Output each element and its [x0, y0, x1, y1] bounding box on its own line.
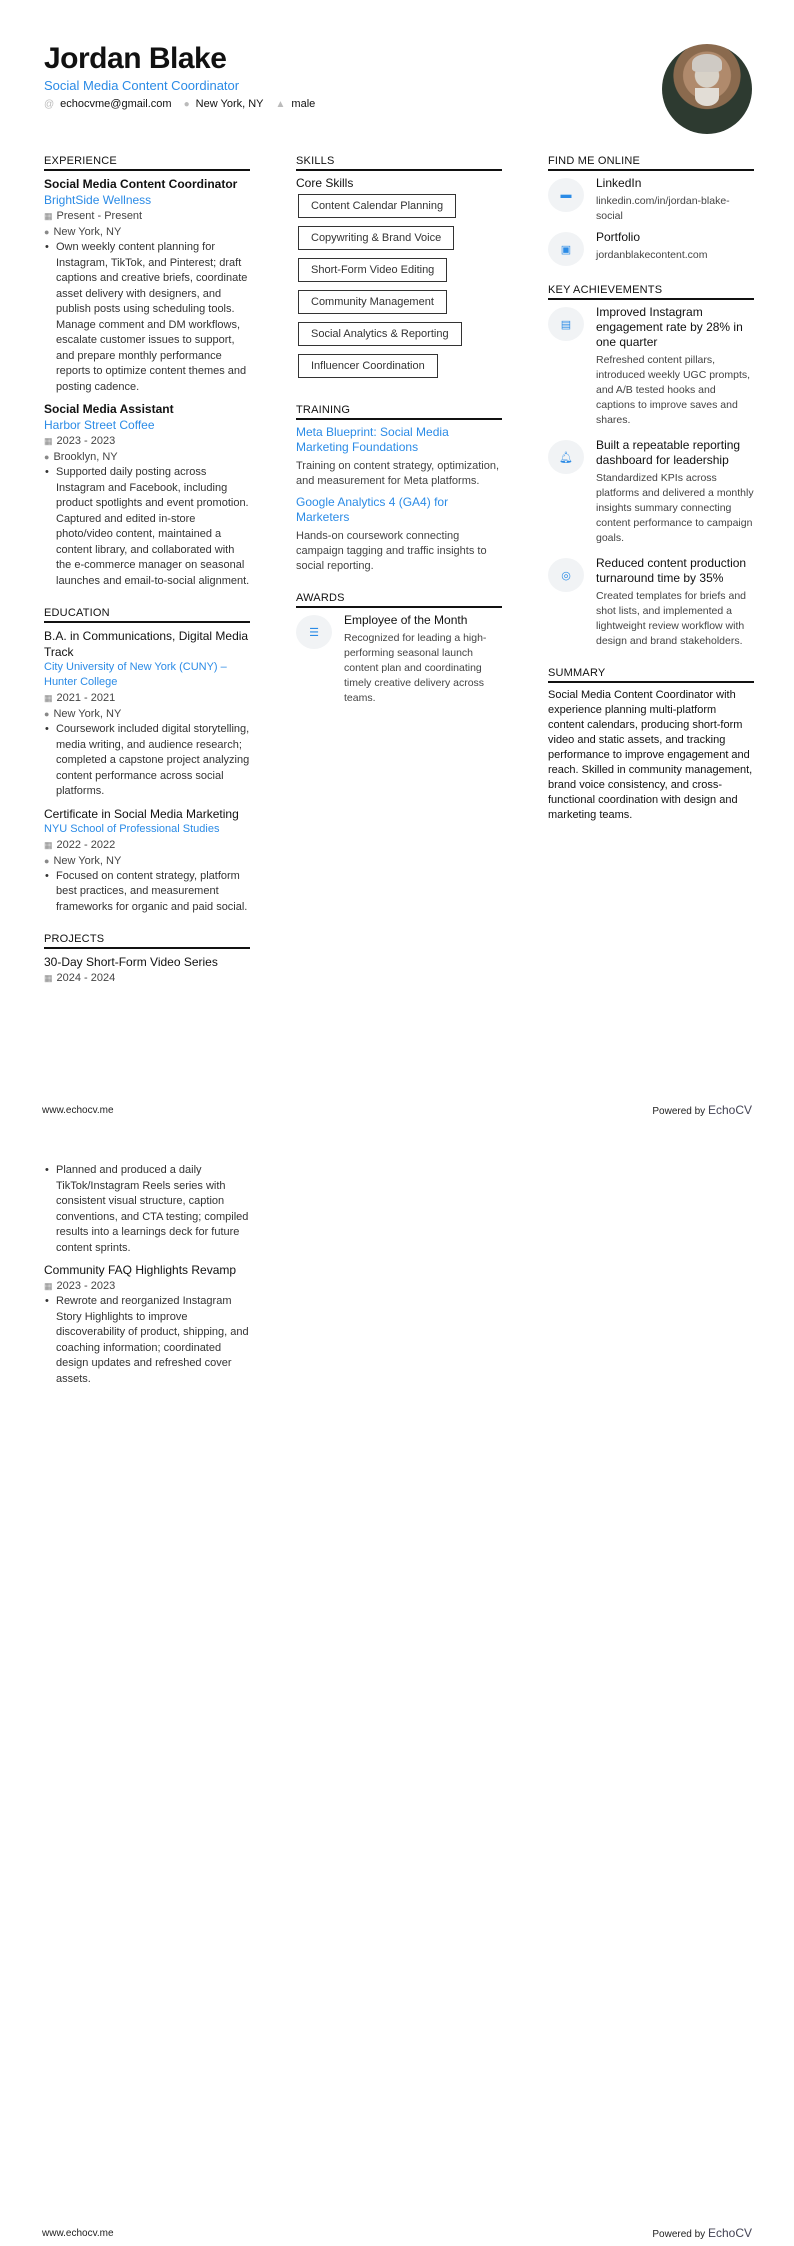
dates: 2024 - 2024 — [56, 972, 116, 984]
bullet: • Own weekly content planning for Instagram, TikTok, and Pinterest; draft captions and creative briefs, coordinate asset delivery with designers, and publish posts using scheduling tools. Manage comment and DM workflows, escalate customer issues to support, and prepare monthly performance reports to optimize content themes and posting cadence. — [44, 240, 250, 395]
section-heading: EXPERIENCE — [44, 155, 250, 171]
person-icon: ▲ — [275, 99, 286, 110]
contact-info — [44, 98, 315, 110]
email[interactable]: echocvme@gmail.com — [60, 98, 172, 110]
skill-chip: Short-Form Video Editing — [298, 258, 447, 282]
profile-photo — [662, 44, 752, 134]
powered-by: Powered by — [652, 1106, 706, 1117]
database-icon: ☰ — [296, 615, 332, 649]
role: Social Media Content Coordinator — [44, 177, 238, 191]
brand-logo[interactable]: EchoCV — [707, 1103, 752, 1117]
calendar-icon: ▦ — [44, 1281, 53, 1291]
award-title: Employee of the Month — [344, 613, 468, 627]
location-icon: ● — [44, 709, 50, 719]
candidate-title: Social Media Content Coordinator — [44, 78, 240, 93]
education-item — [44, 806, 250, 916]
school: City University of New York (CUNY) – Hunter College — [44, 661, 227, 688]
calendar-icon: ▦ — [44, 693, 53, 703]
education-item — [44, 628, 250, 800]
resume-page-2 — [0, 1123, 794, 2246]
location-icon: ● — [44, 855, 50, 866]
online-link[interactable]: jordanblakecontent.com — [596, 249, 708, 261]
section-heading: PROJECTS — [44, 933, 250, 949]
calendar-icon: ▦ — [44, 839, 53, 850]
brand-logo[interactable]: EchoCV — [707, 2226, 752, 2240]
online-label: Portfolio — [596, 230, 641, 244]
achievements-section — [548, 284, 754, 649]
skill-chip: Social Analytics & Reporting — [298, 322, 462, 346]
achievement-desc: Standardized KPIs across platforms and delivered a monthly insights summary connecting content performance to campaign goals. — [596, 472, 754, 544]
calendar-icon: ▦ — [44, 973, 53, 983]
achievement-item — [548, 305, 754, 428]
location-icon: ● — [44, 227, 50, 237]
candidate-name: Jordan Blake — [44, 42, 227, 75]
section-heading: SKILLS — [296, 155, 502, 171]
school: NYU School of Professional Studies — [44, 822, 220, 835]
skill-chip: Community Management — [298, 290, 447, 314]
calendar-icon: ▦ — [44, 436, 53, 446]
skill-chip: Content Calendar Planning — [298, 194, 456, 218]
section-heading: FIND ME ONLINE — [548, 155, 754, 171]
bell-icon: 🔔︎ — [548, 440, 584, 474]
location: New York, NY — [53, 226, 122, 238]
location: New York, NY — [195, 98, 264, 110]
bullet: • Coursework included digital storytelling, media writing, and audience research; completed a capstone project analyzing content performance across social platforms. — [44, 722, 250, 800]
online-section — [548, 155, 754, 266]
chat-icon: ▬ — [548, 178, 584, 212]
location: New York, NY — [53, 708, 122, 720]
bullet: • Planned and produced a daily TikTok/Instagram Reels series with consistent visual structure, caption conventions, and CTA testing; compiled results into a learnings deck for future content sprints. — [44, 1163, 250, 1256]
achievement-item — [548, 556, 754, 649]
training-title: Meta Blueprint: Social Media Marketing Foundations — [296, 425, 449, 454]
training-title: Google Analytics 4 (GA4) for Marketers — [296, 495, 449, 524]
role: Social Media Assistant — [44, 402, 174, 416]
footer-site[interactable]: www.echocv.me — [42, 2228, 114, 2239]
location: New York, NY — [53, 854, 122, 867]
company: BrightSide Wellness — [44, 193, 152, 207]
awards-section — [296, 592, 502, 706]
middle-column — [296, 155, 502, 724]
left-column — [44, 1163, 250, 1393]
degree: Certificate in Social Media Marketing — [44, 806, 239, 821]
experience-item — [44, 176, 250, 395]
training-desc: Hands-on coursework connecting campaign tagging and traffic insights to social reporting. — [296, 530, 487, 572]
education-section — [44, 607, 250, 915]
company: Harbor Street Coffee — [44, 418, 155, 432]
summary-section — [548, 667, 754, 823]
dates: 2021 - 2021 — [56, 692, 116, 704]
training-desc: Training on content strategy, optimization, and measurement for Meta platforms. — [296, 460, 499, 487]
achievement-title: Improved Instagram engagement rate by 28% in one quarter — [596, 305, 743, 349]
dates: 2023 - 2023 — [56, 1280, 116, 1292]
dates: Present - Present — [56, 210, 143, 222]
achievement-title: Reduced content production turnaround time by 35% — [596, 556, 747, 585]
footer-powered — [652, 2226, 752, 2240]
calendar-icon: ▦ — [44, 211, 53, 221]
section-heading: TRAINING — [296, 404, 502, 420]
project-title: Community FAQ Highlights Revamp — [44, 1263, 237, 1277]
online-label: LinkedIn — [596, 176, 642, 190]
gender: male — [291, 98, 316, 110]
degree: B.A. in Communications, Digital Media Track — [44, 629, 249, 659]
achievement-title: Built a repeatable reporting dashboard for leadership — [596, 438, 741, 467]
document-search-icon: ▤ — [548, 307, 584, 341]
skill-group: Core Skills — [296, 176, 354, 190]
achievement-item — [548, 438, 754, 546]
chip-icon: ▣ — [548, 232, 584, 266]
section-heading: AWARDS — [296, 592, 502, 608]
dates: 2023 - 2023 — [56, 435, 116, 447]
bullet: • Rewrote and reorganized Instagram Story Highlights to improve discoverability of product, shipping, and coaching information; coordinated design updates and refreshed cover assets. — [44, 1294, 250, 1387]
projects-section — [44, 933, 250, 986]
project-item — [44, 1262, 250, 1387]
achievement-desc: Refreshed content pillars, introduced weekly UGC prompts, and A/B tested hooks and captions to improve saves and shares. — [596, 354, 751, 426]
location: Brooklyn, NY — [53, 451, 118, 463]
footer-site[interactable]: www.echocv.me — [42, 1105, 114, 1116]
achievement-desc: Created templates for briefs and shot lists, and implemented a lightweight review workflow with design and brand stakeholders. — [596, 590, 746, 647]
experience-section — [44, 155, 250, 589]
bullet: • Focused on content strategy, platform best practices, and measurement frameworks for organic and paid social. — [44, 869, 250, 916]
online-link[interactable]: linkedin.com/in/jordan-blake-social — [596, 195, 730, 222]
award-desc: Recognized for leading a high-performing seasonal launch content plan and coordinating timely creative delivery across teams. — [344, 632, 487, 704]
training-section — [296, 404, 502, 574]
online-item[interactable] — [548, 230, 754, 266]
powered-by: Powered by — [652, 2229, 706, 2240]
section-heading: KEY ACHIEVEMENTS — [548, 284, 754, 300]
bullet: • Supported daily posting across Instagram and Facebook, including product spotlights and event promotion. Captured and edited in-store photo/video content, maintained a content library, and collaborated with the e-commerce manager on seasonal launches and email-to-social alignment. — [44, 465, 250, 589]
left-column — [44, 155, 250, 1004]
section-heading: SUMMARY — [548, 667, 754, 683]
experience-item — [44, 401, 250, 589]
section-heading: EDUCATION — [44, 607, 250, 623]
skill-chip: Copywriting & Brand Voice — [298, 226, 454, 250]
skill-chip: Influencer Coordination — [298, 354, 438, 378]
skills-section — [296, 155, 502, 386]
online-item[interactable] — [548, 176, 754, 224]
dates: 2022 - 2022 — [56, 838, 116, 851]
right-column — [548, 155, 754, 841]
location-icon: ● — [183, 99, 190, 110]
location-icon: ● — [44, 452, 50, 462]
footer-powered — [652, 1103, 752, 1117]
summary-text: Social Media Content Coordinator with experience planning multi-platform content calendars, producing short-form video and static assets, and tracking performance to improve engagement and reach. Skilled in community management, brand voice consistency, and cross-functional coordination with design and marketing teams. — [548, 689, 753, 821]
target-icon: ◎ — [548, 558, 584, 592]
award-item — [296, 613, 502, 706]
project-title: 30-Day Short-Form Video Series — [44, 955, 218, 969]
email-icon: @ — [44, 99, 55, 110]
